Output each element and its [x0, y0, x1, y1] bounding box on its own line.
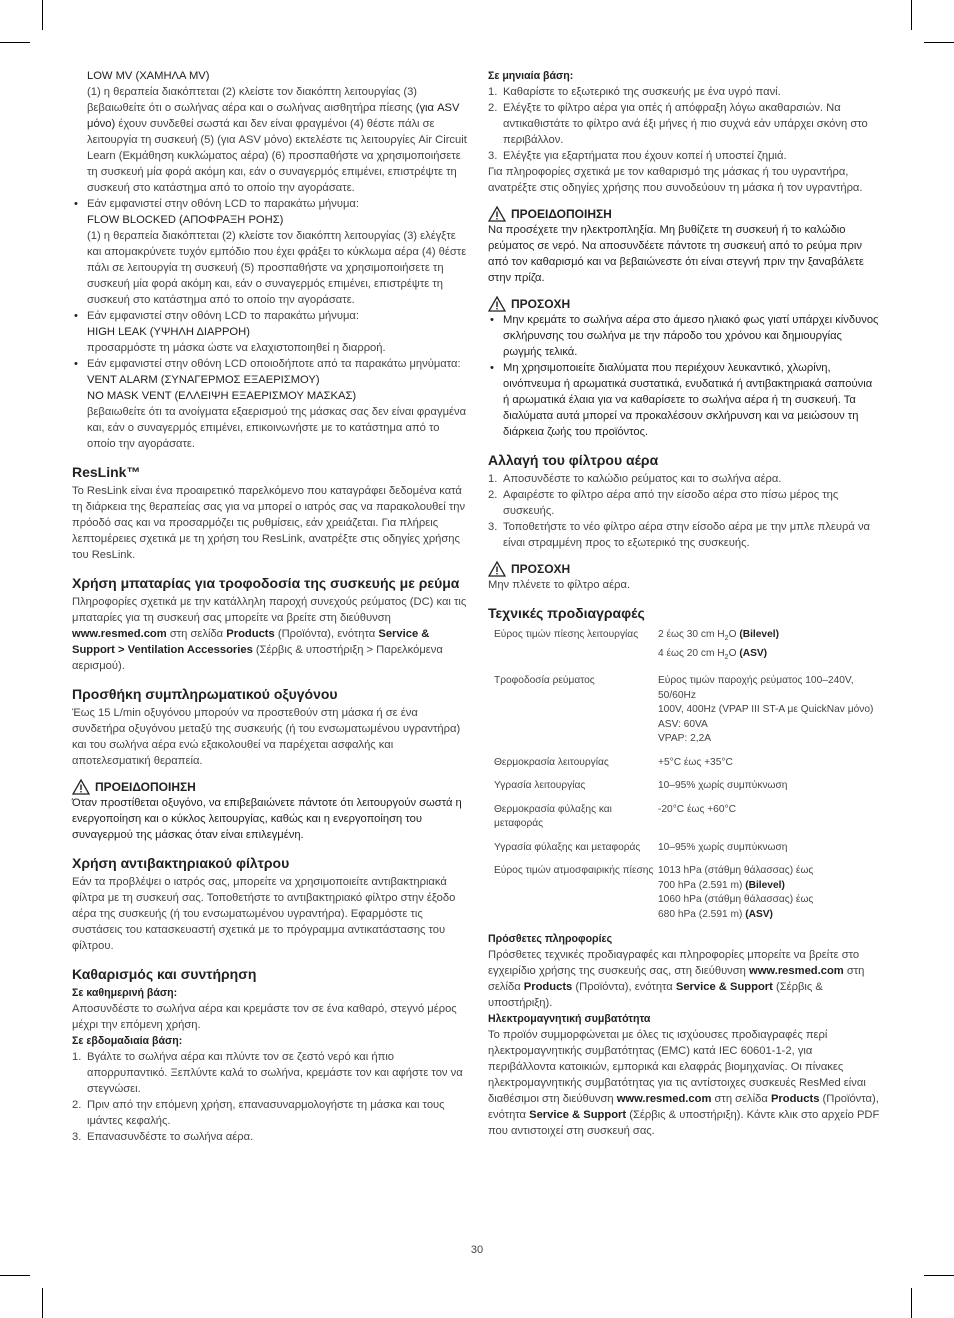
list-item: • Μην κρεμάτε το σωλήνα αέρα στο άμεσο ηλιακό φως γιατί υπάρχει κίνδυνος σκλήρυνσης του σωλήνα με την πάροδο του χρόνου και δημιουργίας ρωγμής τελικά.: [488, 312, 881, 360]
link[interactable]: www.resmed.com: [72, 628, 167, 640]
warning-heading: ΠΡΟΕΙΔΟΠΟΙΗΣΗ: [72, 779, 467, 795]
section-heading: ResLink™: [72, 464, 141, 480]
list-item: 2. Πριν από την επόμενη χρήση, επανασυναρμολογήστε τη μάσκα και τους ιμάντες κεφαλής.: [72, 1099, 445, 1127]
warning-triangle-icon: [488, 561, 506, 577]
weekly-steps: [72, 1049, 467, 1145]
lcd-message: HIGH LEAK (ΥΨΗΛΗ ΔΙΑΡΡΟΗ): [87, 326, 250, 338]
table-row: Υγρασία λειτουργίας 10–95% χωρίς συμπύκνωση: [494, 780, 788, 792]
warning-triangle-icon: [488, 206, 506, 222]
crop-mark: [924, 1275, 954, 1276]
list-item: • Μη χρησιμοποιείτε διαλύματα που περιέχουν λευκαντικό, χλωρίνη, οινόπνευμα ή αρωματικά συστατικά, ενυδατικά ή αντιβακτηριακά σαπούνια ή αρωματικά έλαια για να καθαρίσετε το σωλήνα αέρα ή τη συσκευή. Τα διαλύματα αυτά μπορεί να προκαλέσουν σκλήρυνση και να μειώσουν τη διάρκεια ζωής του προϊόντος.: [488, 360, 881, 440]
list-item: 1. Βγάλτε το σωλήνα αέρα και πλύντε τον σε ζεστό νερό και ήπιο απορρυπαντικό. Ξεπλύντε καλά το σωλήνα, κρεμάστε τον και αφήστε τον να στεγνώσει.: [72, 1051, 463, 1095]
section-heading: Χρήση αντιβακτηριακού φίλτρου: [72, 855, 290, 871]
list-item: 2. Αφαιρέστε το φίλτρο αέρα από την είσοδο αέρα στο πίσω μέρος της συσκευής.: [488, 489, 839, 517]
paragraph: Εάν τα προβλέψει ο ιατρός σας, μπορείτε να χρησιμοποιείτε αντιβακτηριακά φίλτρα με τη συσκευή σας. Τοποθετήστε το αντιβακτηριακό φίλτρο στην έξοδο αέρα της συσκευής (ή του ενσωματωμένου υγραντήρα). Εφαρμόστε τις συστάσεις του κατασκευαστή σχετικά με το πρόγραμμα αντικατάστασης του φίλτρου.: [72, 876, 456, 952]
section-heading: Χρήση μπαταρίας για τροφοδοσία της συσκευής με ρεύμα: [72, 575, 460, 591]
caution-list: [488, 312, 881, 440]
subheading: Πρόσθετες πληροφορίες: [488, 933, 613, 946]
crop-mark: [911, 0, 912, 30]
lcd-message: LOW MV (ΧΑΜΗΛΑ MV): [87, 70, 210, 82]
page-number: 30: [470, 1244, 484, 1256]
list-item: 3. Επανασυνδέστε το σωλήνα αέρα.: [72, 1131, 254, 1143]
crop-mark: [911, 1288, 912, 1318]
monthly-steps: [488, 84, 881, 164]
subheading: Σε καθημερινή βάση:: [72, 987, 178, 999]
table-row: Υγρασία φύλαξης και μεταφοράς 10–95% χωρίς συμπύκνωση: [494, 841, 788, 853]
low-mv-block: [72, 68, 467, 196]
warning-text: Όταν προστίθεται οξυγόνο, να επιβεβαιώνετε πάντοτε ότι λειτουργούν σωστά η ενεργοποίηση και ο κύκλος λειτουργίας, καθώς και η ενεργοποίηση του συναγερμού της μάσκας όταν είναι επιλεγμένη.: [72, 797, 462, 841]
caution-text: Μην πλένετε το φίλτρο αέρα.: [488, 579, 631, 591]
paragraph: Πρόσθετες τεχνικές προδιαγραφές και πληροφορίες μπορείτε να βρείτε στο εγχειρίδιο χρήσης της συσκευής σας, στη διεύθυνση www.resmed.com στη σελίδα Products (Προϊόντα), ενότητα Service & Support (Σέρβις & υποστήριξη).: [488, 949, 865, 1010]
section-heading: Αλλαγή του φίλτρου αέρα: [488, 452, 659, 468]
crop-mark: [0, 42, 30, 43]
section-heading: Προσθήκη συμπληρωματικού οξυγόνου: [72, 686, 338, 702]
table-row: Θερμοκρασία φύλαξης και μεταφοράς -20°C έως +60°C: [494, 803, 736, 830]
warning-text: Να προσέχετε την ηλεκτροπληξία. Μη βυθίζετε τη συσκευή ή το καλώδιο ρεύματος σε νερό. Να αποσυνδέετε πάντοτε τη συσκευή από το ρεύμα πριν από τον καθαρισμό και να βεβαιώνεστε ότι είναι στεγνή πριν την ξαναβάλετε στην πρίζα.: [488, 224, 864, 284]
paragraph: Έως 15 L/min οξυγόνου μπορούν να προστεθούν στη μάσκα ή σε ένα συνδετήρα οξυγόνου μεταξύ της συσκευής (ή του ενσωματωμένου υγραντήρα) και του σωλήνα αέρα ενώ εξακολουθεί να παρέχεται ασφαλής και αποτελεσματική θεραπεία.: [72, 707, 461, 767]
lcd-message: FLOW BLOCKED (ΑΠΟΦΡΑΞΗ ΡΟΗΣ): [87, 214, 284, 226]
subheading: Σε μηνιαία βάση:: [488, 70, 574, 82]
list-item: 2. Ελέγξτε το φίλτρο αέρα για οπές ή απόφραξη λόγω ακαθαρσιών. Να αντικαθιστάτε το φίλτρο ανά έξι μήνες ή πιο συχνά εάν υπάρχει σκόνη στο περιβάλλον.: [488, 102, 868, 146]
warning-triangle-icon: [488, 296, 506, 312]
paragraph: Το ResLink είναι ένα προαιρετικό παρελκόμενο που καταγράφει δεδομένα κατά τη διάρκεια της θεραπείας σας για να μπορεί ο ιατρός σας να παρακολουθεί την πρόοδό σας και να προσαρμόζει τις ρυθμίσεις, εάν χρειάζεται. Για πλήρεις λεπτομέρειες σχετικά με τη χρήση του ResLink, ανατρέξτε στις οδηγίες χρήσης του ResLink.: [72, 485, 466, 561]
table-row: Θερμοκρασία λειτουργίας +5°C έως +35°C: [494, 756, 733, 768]
filter-steps: [488, 471, 881, 551]
table-row: Εύρος τιμών ατμοσφαιρικής πίεσης 1013 hPa (στάθμη θάλασσας) έως 700 hPa (2.591 m) (Bilevel) 1060 hPa (στάθμη θάλασσας) έως 680 hPa (2.591 m) (ASV): [494, 865, 814, 920]
table-row: Τροφοδοσία ρεύματος Εύρος τιμών παροχής ρεύματος 100–240V, 50/60Hz 100V, 400Hz (VPAP III ST-A με QuickNav μόνο) ASV: 60VA VPAP: 2,2A: [494, 675, 874, 745]
warning-triangle-icon: [72, 779, 90, 795]
list-item: • Εάν εμφανιστεί στην οθόνη LCD το παρακάτω μήνυμα: HIGH LEAK (ΥΨΗΛΗ ΔΙΑΡΡΟΗ) προσαρμόστε τη μάσκα ώστε να ελαχιστοποιηθεί η διαρροή.: [72, 308, 467, 356]
left-column: [72, 68, 467, 1145]
section-heading: Καθαρισμός και συντήρηση: [72, 966, 257, 982]
list-item: 3. Τοποθετήστε το νέο φίλτρο αέρα στην είσοδο αέρα με την μπλε πλευρά να είναι στραμμένη προς το εξωτερικό της συσκευής.: [488, 521, 871, 549]
list-item: 3. Ελέγξτε για εξαρτήματα που έχουν κοπεί ή υποστεί ζημιά.: [488, 150, 787, 162]
warning-heading: ΠΡΟΕΙΔΟΠΟΙΗΣΗ: [488, 206, 881, 222]
paragraph: Πληροφορίες σχετικά με την κατάλληλη παροχή συνεχούς ρεύματος (DC) και τις μπαταρίες για τη συσκευή σας μπορείτε να βρείτε στη διεύθυνση www.resmed.com στη σελίδα Products (Προϊόντα), ενότητα Service & Support > Ventilation Accessories (Σέρβις & υποστήριξη > Παρελκόμενα αερισμού).: [72, 596, 467, 672]
spec-table: [488, 628, 881, 922]
alarm-list: [72, 196, 467, 452]
subheading: Σε εβδομαδιαία βάση:: [72, 1035, 183, 1047]
section-heading: Τεχνικές προδιαγραφές: [488, 605, 645, 621]
right-column: [488, 68, 881, 1139]
paragraph: Το προϊόν συμμορφώνεται με όλες τις ισχύουσες προδιαγραφές περί ηλεκτρομαγνητικής συμβατότητας (EMC) κατά IEC 60601-1-2, για περιβάλλοντα κατοικιών, εμπορικά και ελαφράς βιομηχανίας. Οι πίνακες ηλεκτρομαγνητικής συμβατότητας για τις αντίστοιχες συσκευές ResMed είναι διαθέσιμοι στη διεύθυνση www.resmed.com στη σελίδα Products (Προϊόντα), ενότητα Service & Support (Σέρβις & υποστήριξη). Κάντε κλικ στο αρχείο PDF που αντιστοιχεί στη συσκευή σας.: [488, 1029, 880, 1138]
crop-mark: [0, 1275, 30, 1276]
paragraph: Αποσυνδέστε το σωλήνα αέρα και κρεμάστε τον σε ένα καθαρό, στεγνό μέρος μέχρι την επόμενη χρήση.: [72, 1003, 457, 1031]
caution-heading: ΠΡΟΣΟΧΗ: [488, 561, 881, 577]
subheading: Ηλεκτρομαγνητική συμβατότητα: [488, 1013, 651, 1026]
list-item: • Εάν εμφανιστεί στην οθόνη LCD οποιοδήποτε από τα παρακάτω μηνύματα: VENT ALARM (ΣΥΝΑΓΕΡΜΟΣ ΕΞΑΕΡΙΣΜΟΥ) NO MASK VENT (ΕΛΛΕΙΨΗ ΕΞΑΕΡΙΣΜΟΥ ΜΑΣΚΑΣ) βεβαιωθείτε ότι τα ανοίγματα εξαερισμού της μάσκας σας δεν είναι φραγμένα και, εάν ο συναγερμός επιμένει, επικοινωνήστε με το κατάστημα από το οποίο την αγοράσατε.: [72, 356, 467, 452]
list-item: • Εάν εμφανιστεί στην οθόνη LCD το παρακάτω μήνυμα: FLOW BLOCKED (ΑΠΟΦΡΑΞΗ ΡΟΗΣ) (1) η θεραπεία διακόπτεται (2) κλείστε τον διακόπτη λειτουργίας (3) ελέγξτε και απομακρύνετε τυχόν εμπόδιο που έχει φράξει το κύκλωμα αέρα (4) θέστε πάλι σε λειτουργία τη συσκευή (5) προσπαθήστε να χρησιμοποιήσετε τη συσκευή μία φορά ακόμη και, εάν ο συναγερμός επιμένει, επιστρέψτε τη συσκευή στο κατάστημα από το οποίο την αγοράσατε.: [72, 196, 467, 308]
lcd-message: NO MASK VENT (ΕΛΛΕΙΨΗ ΕΞΑΕΡΙΣΜΟΥ ΜΑΣΚΑΣ): [87, 390, 357, 402]
crop-mark: [42, 1288, 43, 1318]
table-row: Εύρος τιμών πίεσης λειτουργίας 2 έως 30 cm $H_2O$ (Bilevel) 4 έως 20 cm $H_2O$ (ASV): [494, 629, 779, 661]
link[interactable]: www.resmed.com: [616, 1093, 712, 1106]
crop-mark: [42, 0, 43, 30]
lcd-message: VENT ALARM (ΣΥΝΑΓΕΡΜΟΣ ΕΞΑΕΡΙΣΜΟΥ): [87, 374, 320, 386]
low-mv-text: (1) η θεραπεία διακόπτεται (2) κλείστε τον διακόπτη λειτουργίας (3) βεβαιωθείτε ότι ο σωλήνας αέρα και ο σωλήνας αισθητήρα πίεσης (για ASV μόνο) έχουν συνδεθεί σωστά και δεν είναι φραγμένοι (4) θέστε πάλι σε λειτουργία τη συσκευή (5) (για ASV μόνο) εκτελέστε τις λειτουργίες Air Circuit Learn (Εκμάθηση κυκλώματος αέρα) (6) προσπαθήστε να χρησιμοποιήσετε τη συσκευή μία φορά ακόμη και, εάν ο συναγερμός επιμένει, επιστρέψτε τη συσκευή στο κατάστημα από το οποίο την αγοράσατε.: [87, 86, 467, 194]
crop-mark: [924, 42, 954, 43]
paragraph: Για πληροφορίες σχετικά με τον καθαρισμό της μάσκας ή του υγραντήρα, ανατρέξτε στις οδηγίες χρήσης που συνοδεύουν τη μάσκα ή τον υγραντήρα.: [488, 166, 863, 194]
link[interactable]: www.resmed.com: [749, 965, 844, 978]
list-item: 1. Καθαρίστε το εξωτερικό της συσκευής με ένα υγρό πανί.: [488, 86, 781, 98]
caution-heading: ΠΡΟΣΟΧΗ: [488, 296, 881, 312]
list-item: 1. Αποσυνδέστε το καλώδιο ρεύματος και το σωλήνα αέρα.: [488, 473, 782, 485]
